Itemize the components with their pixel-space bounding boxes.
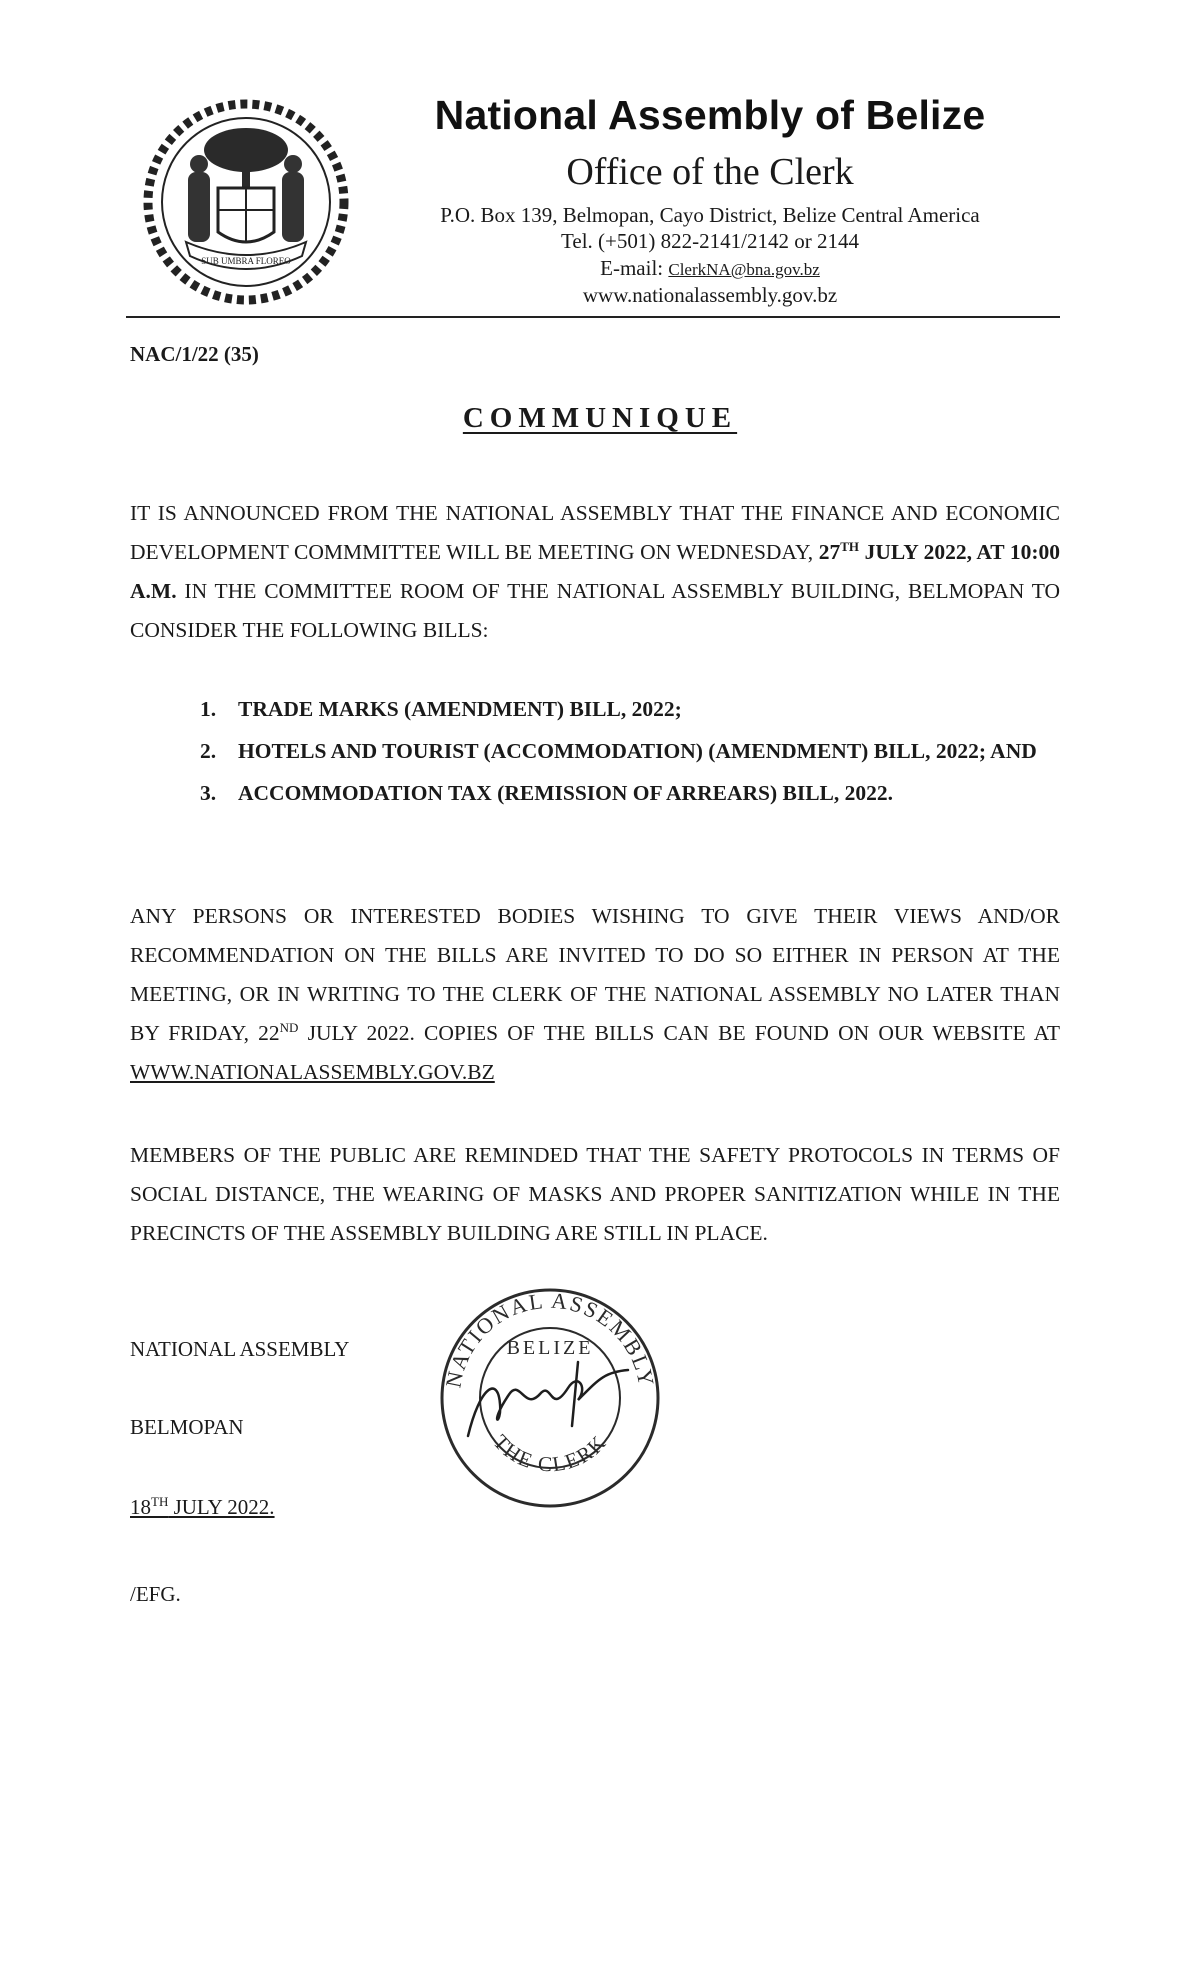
crest-motto: SUB UMBRA FLOREO <box>201 256 291 266</box>
email-address[interactable]: ClerkNA@bna.gov.bz <box>668 260 820 279</box>
signoff-date-day: 18 <box>130 1495 151 1519</box>
stamp-text-top: NATIONAL ASSEMBLY <box>440 1287 660 1390</box>
email-label: E-mail: <box>600 256 669 280</box>
svg-text:THE CLERK <box>489 1430 612 1477</box>
signoff-place: BELMOPAN <box>130 1415 244 1439</box>
list-item <box>200 690 1060 728</box>
signoff-date-rest: JULY 2022. <box>168 1495 275 1519</box>
belize-coat-of-arms-icon <box>136 92 356 312</box>
signoff-body: NATIONAL ASSEMBLY <box>130 1337 350 1361</box>
website-link[interactable]: WWW.NATIONALASSEMBLY.GOV.BZ <box>130 1060 495 1084</box>
bill-number: 1. <box>200 697 217 721</box>
meeting-date-suffix: TH <box>840 538 860 554</box>
website[interactable]: www.nationalassembly.gov.bz <box>582 283 838 307</box>
reminder-paragraph: MEMBERS OF THE PUBLIC ARE REMINDED THAT THE SAFETY PROTOCOLS IN TERMS OF SOCIAL DISTANCE, THE WEARING OF MASKS AND PROPER SANITIZATION WHILE IN THE PRECINCTS OF THE ASSEMBLY BUILDING ARE STILL IN PLACE. <box>130 1143 1060 1245</box>
signoff-date-suffix: TH <box>151 1494 169 1509</box>
meeting-date-day: 27 <box>818 540 841 564</box>
office-title: Office of the Clerk <box>566 151 854 193</box>
bill-title: TRADE MARKS (AMENDMENT) BILL, 2022; <box>238 697 682 721</box>
initials: /EFG. <box>130 1582 181 1606</box>
signature-scribble <box>468 1362 628 1436</box>
stamp-text-center: BELIZE <box>506 1337 594 1359</box>
reference-number: NAC/1/22 (35) <box>130 342 259 366</box>
deadline-suffix: ND <box>279 1019 299 1035</box>
list-item <box>200 774 1060 812</box>
stamp-text-bottom: THE CLERK <box>488 1429 612 1477</box>
postal-address: P.O. Box 139, Belmopan, Cayo District, Belize Central America <box>440 203 980 227</box>
email-line <box>390 256 1030 281</box>
announcement-part1: IT IS ANNOUNCED FROM THE NATIONAL ASSEMBLY THAT THE FINANCE AND ECONOMIC DEVELOPMENT COMMMITTEE WILL BE MEETING ON WEDNESDAY, <box>130 501 1060 564</box>
announcement-part2: IN THE COMMITTEE ROOM OF THE NATIONAL ASSEMBLY BUILDING, BELMOPAN TO CONSIDER THE FOLLOWING BILLS: <box>130 579 1060 642</box>
invitation-paragraph <box>130 897 1060 1092</box>
bill-title: ACCOMMODATION TAX (REMISSION OF ARREARS) BILL, 2022. <box>238 781 894 805</box>
bill-number: 2. <box>200 739 217 763</box>
bill-title: HOTELS AND TOURIST (ACCOMMODATION) (AMENDMENT) BILL, 2022; AND <box>238 739 1037 763</box>
document-heading <box>0 402 1200 435</box>
meeting-date-rest: JULY 2022, AT 10:00 A.M. <box>130 540 1060 603</box>
assembly-title: National Assembly of Belize <box>434 92 986 138</box>
communique-heading: COMMUNIQUE <box>462 402 738 434</box>
list-item <box>200 732 1060 770</box>
clerk-seal-stamp-icon <box>428 1276 672 1520</box>
letterhead-divider <box>126 316 1060 318</box>
bills-list <box>200 690 1060 816</box>
signoff-date <box>130 1495 275 1520</box>
announcement-paragraph <box>130 494 1060 650</box>
bill-number: 3. <box>200 781 217 805</box>
invitation-part1: ANY PERSONS OR INTERESTED BODIES WISHING TO GIVE THEIR VIEWS AND/OR RECOMMENDATION ON THE BILLS ARE INVITED TO DO SO EITHER IN PERSON AT THE MEETING, OR IN WRITING TO THE CLERK OF THE NATIONAL ASSEMBLY NO LATER THAN BY FRIDAY, 22 <box>130 904 1060 1045</box>
invitation-part2: JULY 2022. COPIES OF THE BILLS CAN BE FOUND ON OUR WEBSITE AT <box>298 1021 1060 1045</box>
telephone: Tel. (+501) 822-2141/2142 or 2144 <box>561 229 859 253</box>
